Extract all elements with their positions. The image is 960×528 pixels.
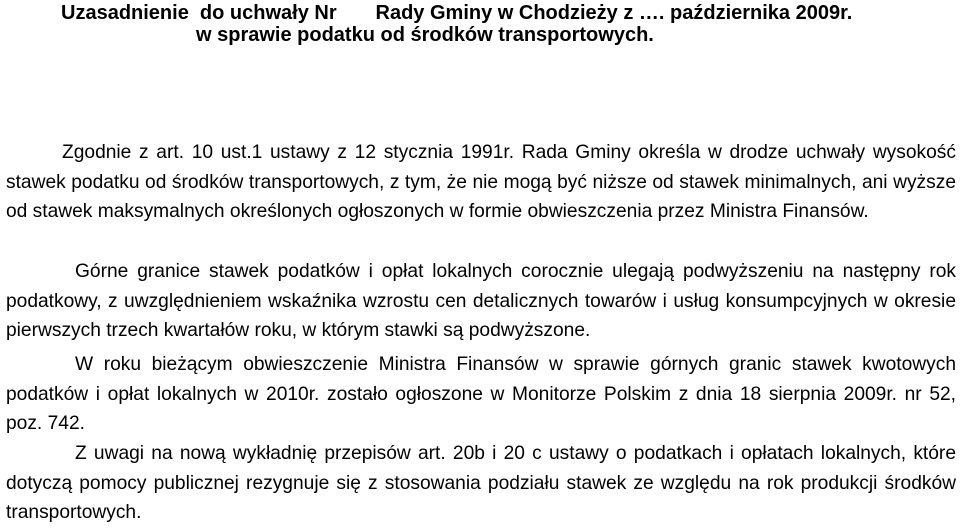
document-title: Uzasadnienie do uchwały Nr Rady Gminy w Chodzieży z …. października 2009r. xyxy=(61,2,853,24)
paragraph-legal-basis: Zgodnie z art. 10 ust.1 ustawy z 12 stycznia 1991r. Rada Gminy określa w drodze uchwały wysokość stawek podatku od środków transportowych, z tym, że nie mogą być niższe od stawek minimalnych, ani wyższe od stawek maksymalnych określonych ogłoszonych w formie obwieszczenia przez Ministra Finansów. xyxy=(6,142,956,223)
document-subtitle: w sprawie podatku od środków transportowych. xyxy=(196,24,654,46)
paragraph-rate-limits: Górne granice stawek podatków i opłat lokalnych corocznie ulegają podwyższeniu na następny rok podatkowy, z uwzględnieniem wskaźnika wzrostu cen detalicznych towarów i usług konsumpcyjnych w okresie pierwszych trzech kwartałów roku, w którym stawki są podwyższone. xyxy=(6,261,956,342)
paragraph-state-aid: Z uwagi na nową wykładnię przepisów art. 20b i 20 c ustawy o podatkach i opłatach lokalnych, które dotyczą pomocy publicznej rezygnuje się z stosowania podziału stawek ze względu na rok produkcji środków transportowych. xyxy=(6,443,956,524)
paragraph-announcement: W roku bieżącym obwieszczenie Ministra Finansów w sprawie górnych granic stawek kwotowych podatków i opłat lokalnych w 2010r. zostało ogłoszone w Monitorze Polskim z dnia 18 sierpnia 2009r. nr 52, poz. 742. xyxy=(6,354,956,435)
